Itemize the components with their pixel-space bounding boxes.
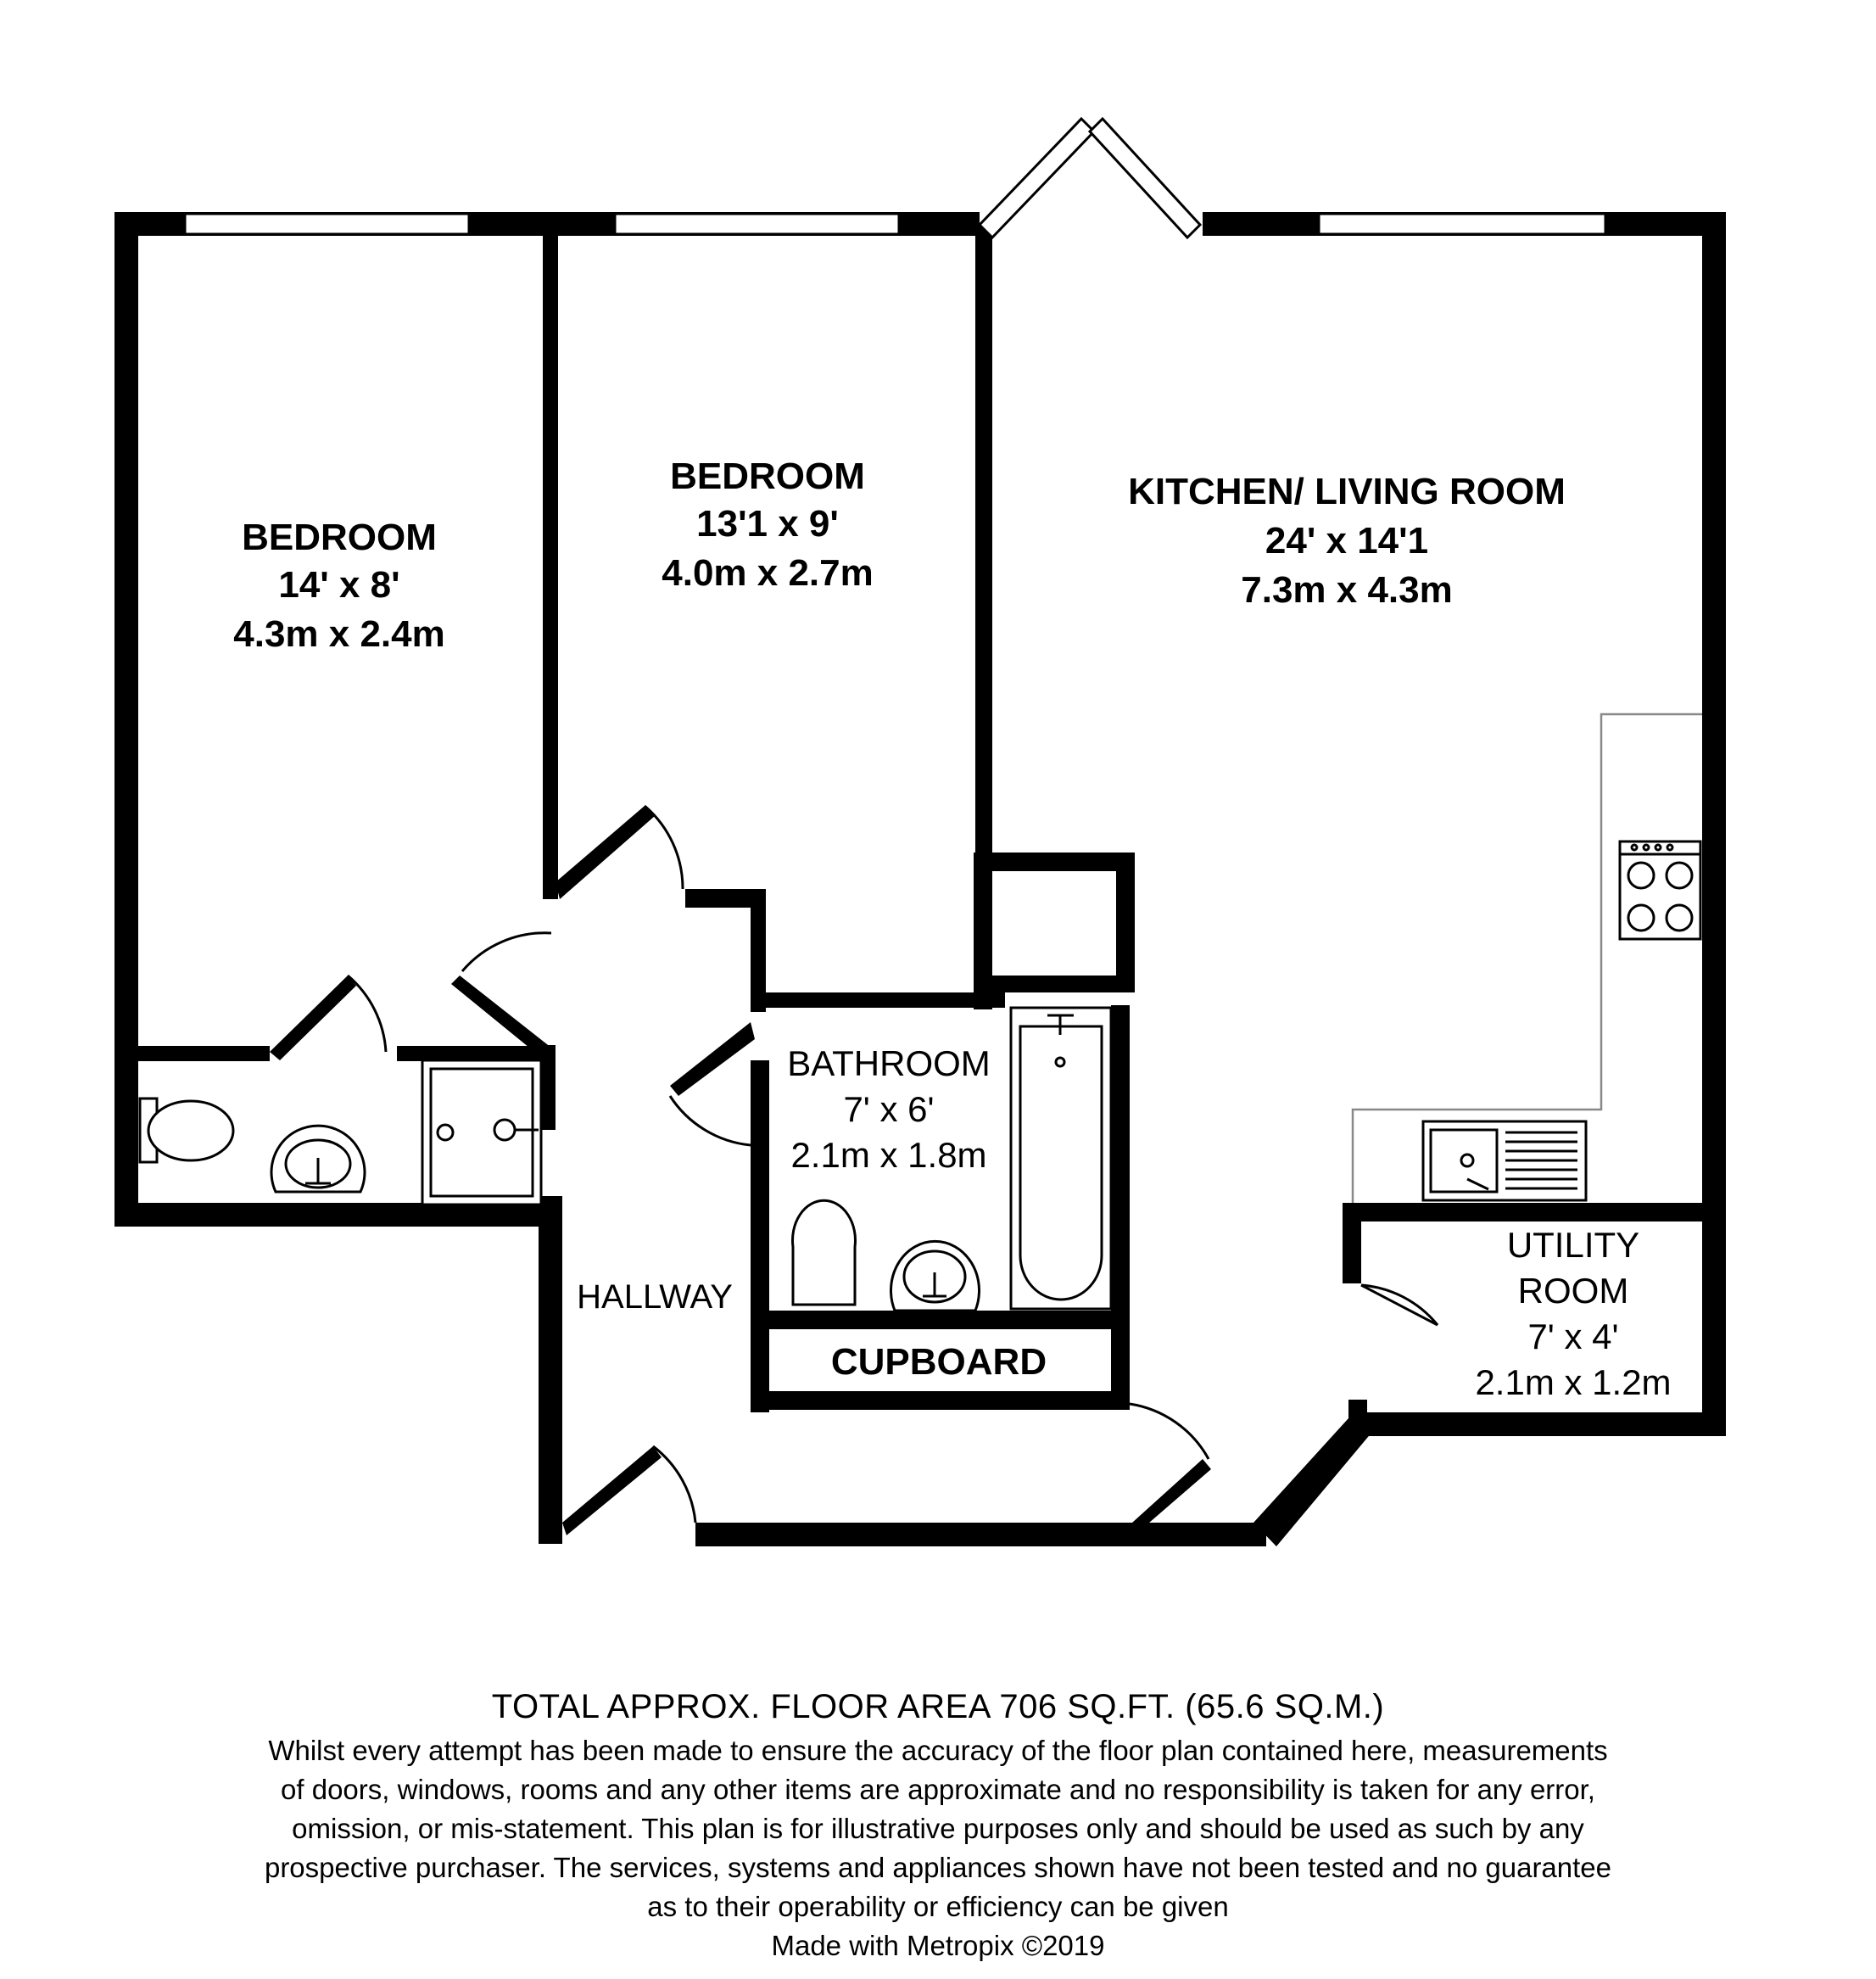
- bathroom-toilet-icon: [792, 1200, 855, 1305]
- disclaimer-line: as to their operability or efficiency can be given: [647, 1891, 1229, 1922]
- bedroom1-metric: 4.3m x 2.4m: [233, 613, 445, 655]
- bedroom2-imperial: 13'1 x 9': [696, 503, 839, 545]
- kitchen-imperial: 24' x 14'1: [1265, 520, 1429, 562]
- windows: [185, 214, 1605, 234]
- bath-icon: [1011, 1008, 1111, 1309]
- bathroom-imperial: 7' x 6': [843, 1089, 935, 1129]
- kitchen-name: KITCHEN/ LIVING ROOM: [1128, 471, 1566, 512]
- ensuite-toilet-icon: [140, 1099, 233, 1162]
- kitchen-sink-icon: [1423, 1121, 1586, 1200]
- bathroom-metric: 2.1m x 1.8m: [790, 1135, 987, 1175]
- bedroom1-name: BEDROOM: [242, 517, 437, 558]
- metropix-credit: Made with Metropix ©2019: [771, 1930, 1105, 1961]
- hallway-name: HALLWAY: [577, 1278, 733, 1316]
- utility-imperial: 7' x 4': [1527, 1317, 1619, 1356]
- disclaimer-line: Whilst every attempt has been made to ensure the accuracy of the floor plan contained here, measurements: [268, 1735, 1608, 1766]
- footer: [0, 1688, 1876, 1965]
- total-floor-area: TOTAL APPROX. FLOOR AREA 706 SQ.FT. (65.6 SQ.M.): [491, 1688, 1385, 1725]
- cupboard-name: CUPBOARD: [830, 1341, 1047, 1383]
- disclaimer-line: of doors, windows, rooms and any other items are approximate and no responsibility is taken for any error,: [281, 1774, 1595, 1805]
- bedroom1-imperial: 14' x 8': [278, 564, 400, 606]
- bathroom-basin-icon: [891, 1241, 980, 1311]
- shower-tray-icon: [422, 1060, 541, 1205]
- utility-metric: 2.1m x 1.2m: [1475, 1362, 1672, 1402]
- bay-window: [980, 119, 1200, 238]
- utility-name-line1: UTILITY: [1506, 1225, 1640, 1265]
- ensuite-basin-icon: [271, 1126, 365, 1192]
- bathroom-name: BATHROOM: [787, 1043, 991, 1083]
- bedroom2-name: BEDROOM: [670, 456, 865, 497]
- kitchen-metric: 7.3m x 4.3m: [1241, 569, 1453, 611]
- utility-name-line2: ROOM: [1517, 1271, 1629, 1311]
- disclaimer-line: omission, or mis-statement. This plan is for illustrative purposes only and should be used as such by any: [292, 1813, 1584, 1844]
- disclaimer-line: prospective purchaser. The services, systems and appliances shown have not been tested and no guarantee: [264, 1852, 1612, 1883]
- bedroom2-metric: 4.0m x 2.7m: [662, 552, 874, 594]
- hob-icon: [1620, 841, 1700, 939]
